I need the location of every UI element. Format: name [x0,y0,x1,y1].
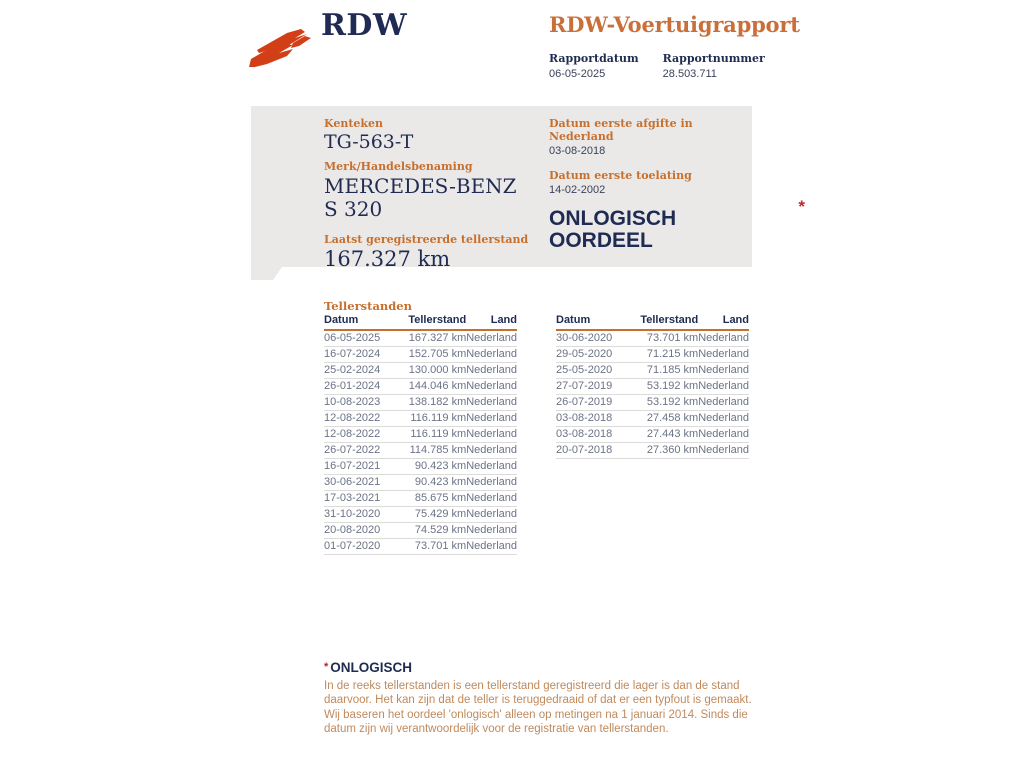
table-cell: 114.785 km [400,443,467,459]
table-cell: 06-05-2025 [324,330,400,347]
table-cell: Nederland [466,347,517,363]
table-row [324,539,517,555]
column-header-datum: Datum [556,313,632,330]
table-cell: 116.119 km [400,427,467,443]
table-cell: Nederland [698,427,749,443]
table-cell: 152.705 km [400,347,467,363]
table-cell: 74.529 km [400,523,467,539]
table-header-row [324,313,517,330]
table-cell: Nederland [466,523,517,539]
column-header-land: Land [466,313,517,330]
table-cell: 71.215 km [632,347,699,363]
table-cell: Nederland [698,330,749,347]
table-row [556,395,749,411]
table-cell: 73.701 km [632,330,699,347]
table-cell: 16-07-2021 [324,459,400,475]
table-row [324,523,517,539]
table-row [324,363,517,379]
laatste-tellerstand-label: Laatst geregistreerde tellerstand [324,233,529,247]
onlogisch-footnote [324,660,760,737]
table-cell: 30-06-2020 [556,330,632,347]
eerste-toelating-value: 14-02-2002 [549,184,606,196]
tellerstanden-table-right [556,313,749,459]
footnote-asterisk: * [324,661,329,673]
table-cell: 27.443 km [632,427,699,443]
table-row [556,443,749,459]
table-row [324,427,517,443]
tellerstanden-title: Tellerstanden [324,299,412,313]
table-cell: 85.675 km [400,491,467,507]
table-cell: Nederland [466,411,517,427]
table-cell: 75.429 km [400,507,467,523]
table-row [324,347,517,363]
report-number-label: Rapportnummer [662,52,765,65]
table-row [556,363,749,379]
table-cell: 27-07-2019 [556,379,632,395]
table-row [324,507,517,523]
table-cell: 29-05-2020 [556,347,632,363]
table-row [324,475,517,491]
table-cell: Nederland [466,507,517,523]
report-number-value: 28.503.711 [662,68,717,80]
report-number-block [663,52,765,80]
table-cell: Nederland [466,491,517,507]
table-cell: 20-08-2020 [324,523,400,539]
table-cell: 03-08-2018 [556,411,632,427]
report-date-value: 06-05-2025 [549,68,606,80]
table-cell: 90.423 km [400,459,467,475]
table-row [324,330,517,347]
table-row [324,491,517,507]
table-cell: 138.182 km [400,395,467,411]
page-title: RDW-Voertuigrapport [549,12,800,37]
column-header-tellerstand: Tellerstand [632,313,699,330]
table-cell: 144.046 km [400,379,467,395]
footnote-heading [324,660,760,675]
column-header-datum: Datum [324,313,400,330]
table-cell: Nederland [466,363,517,379]
footnote-heading-text: ONLOGISCH [330,660,413,675]
table-cell: 26-07-2019 [556,395,632,411]
table-cell: Nederland [466,379,517,395]
footnote-body-text: In de reeks tellerstanden is een tellerstand geregistreerd die lager is dan de stand daarvoor. Het kan zijn dat de teller is teruggedraaid of dat er een typfout is gemaakt. Wij baseren het oordeel 'onlogisch' alleen op metingen na 1 januari 2014. Sinds die datum zijn wij verantwoordelijk voor de registratie van tellerstanden. [324,680,752,736]
table-row [324,411,517,427]
table-cell: 27.360 km [632,443,699,459]
summary-left-column [324,117,534,272]
table-row [324,443,517,459]
table-cell: 12-08-2022 [324,411,400,427]
table-cell: 116.119 km [400,411,467,427]
table-cell: Nederland [466,475,517,491]
table-cell: 25-02-2024 [324,363,400,379]
table-cell: Nederland [466,427,517,443]
table-cell: Nederland [698,363,749,379]
table-cell: 53.192 km [632,379,699,395]
oordeel-asterisk: * [798,197,805,216]
report-date-block [549,52,639,80]
table-row [556,427,749,443]
table-row [324,459,517,475]
table-cell: 27.458 km [632,411,699,427]
rdw-logo-wordmark: RDW [321,8,408,43]
table-cell: Nederland [466,395,517,411]
table-cell: 31-10-2020 [324,507,400,523]
vehicle-summary-box [251,106,805,272]
table-cell: 71.185 km [632,363,699,379]
report-meta [549,52,765,80]
table-row [324,379,517,395]
table-cell: 17-03-2021 [324,491,400,507]
report-date-label: Rapportdatum [549,52,639,65]
merk-label: Merk/Handelsbenaming [324,160,473,174]
summary-right-column [549,117,805,252]
table-cell: 10-08-2023 [324,395,400,411]
table-row [556,411,749,427]
merk-value: MERCEDES-BENZ S 320 [324,174,517,221]
table-row [556,330,749,347]
table-cell: 12-08-2022 [324,427,400,443]
table-row [556,347,749,363]
table-cell: 167.327 km [400,330,467,347]
table-cell: 130.000 km [400,363,467,379]
table-cell: 30-06-2021 [324,475,400,491]
kenteken-value: TG-563-T [324,131,414,153]
table-cell: Nederland [466,539,517,555]
table-cell: Nederland [698,395,749,411]
table-cell: 03-08-2018 [556,427,632,443]
table-cell: 16-07-2024 [324,347,400,363]
table-cell: Nederland [466,443,517,459]
laatste-tellerstand-value: 167.327 km [324,247,451,272]
eerste-afgifte-value: 03-08-2018 [549,145,606,157]
table-cell: Nederland [466,330,517,347]
column-header-land: Land [698,313,749,330]
table-cell: 26-01-2024 [324,379,400,395]
table-cell: Nederland [698,411,749,427]
eerste-afgifte-label: Datum eerste afgifte in Nederland [549,117,693,143]
table-header-row [556,313,749,330]
table-cell: Nederland [466,459,517,475]
table-cell: 25-05-2020 [556,363,632,379]
table-cell: 01-07-2020 [324,539,400,555]
table-cell: 73.701 km [400,539,467,555]
eerste-toelating-label: Datum eerste toelating [549,169,692,182]
rdw-logo-icon [249,20,313,67]
table-cell: Nederland [698,347,749,363]
table-cell: Nederland [698,443,749,459]
table-cell: Nederland [698,379,749,395]
tellerstanden-table-left [324,313,517,555]
table-cell: 26-07-2022 [324,443,400,459]
kenteken-label: Kenteken [324,117,384,130]
table-cell: 53.192 km [632,395,699,411]
table-cell: 90.423 km [400,475,467,491]
table-row [324,395,517,411]
table-row [556,379,749,395]
table-cell: 20-07-2018 [556,443,632,459]
oordeel-text: ONLOGISCH OORDEEL [549,207,677,252]
column-header-tellerstand: Tellerstand [400,313,467,330]
